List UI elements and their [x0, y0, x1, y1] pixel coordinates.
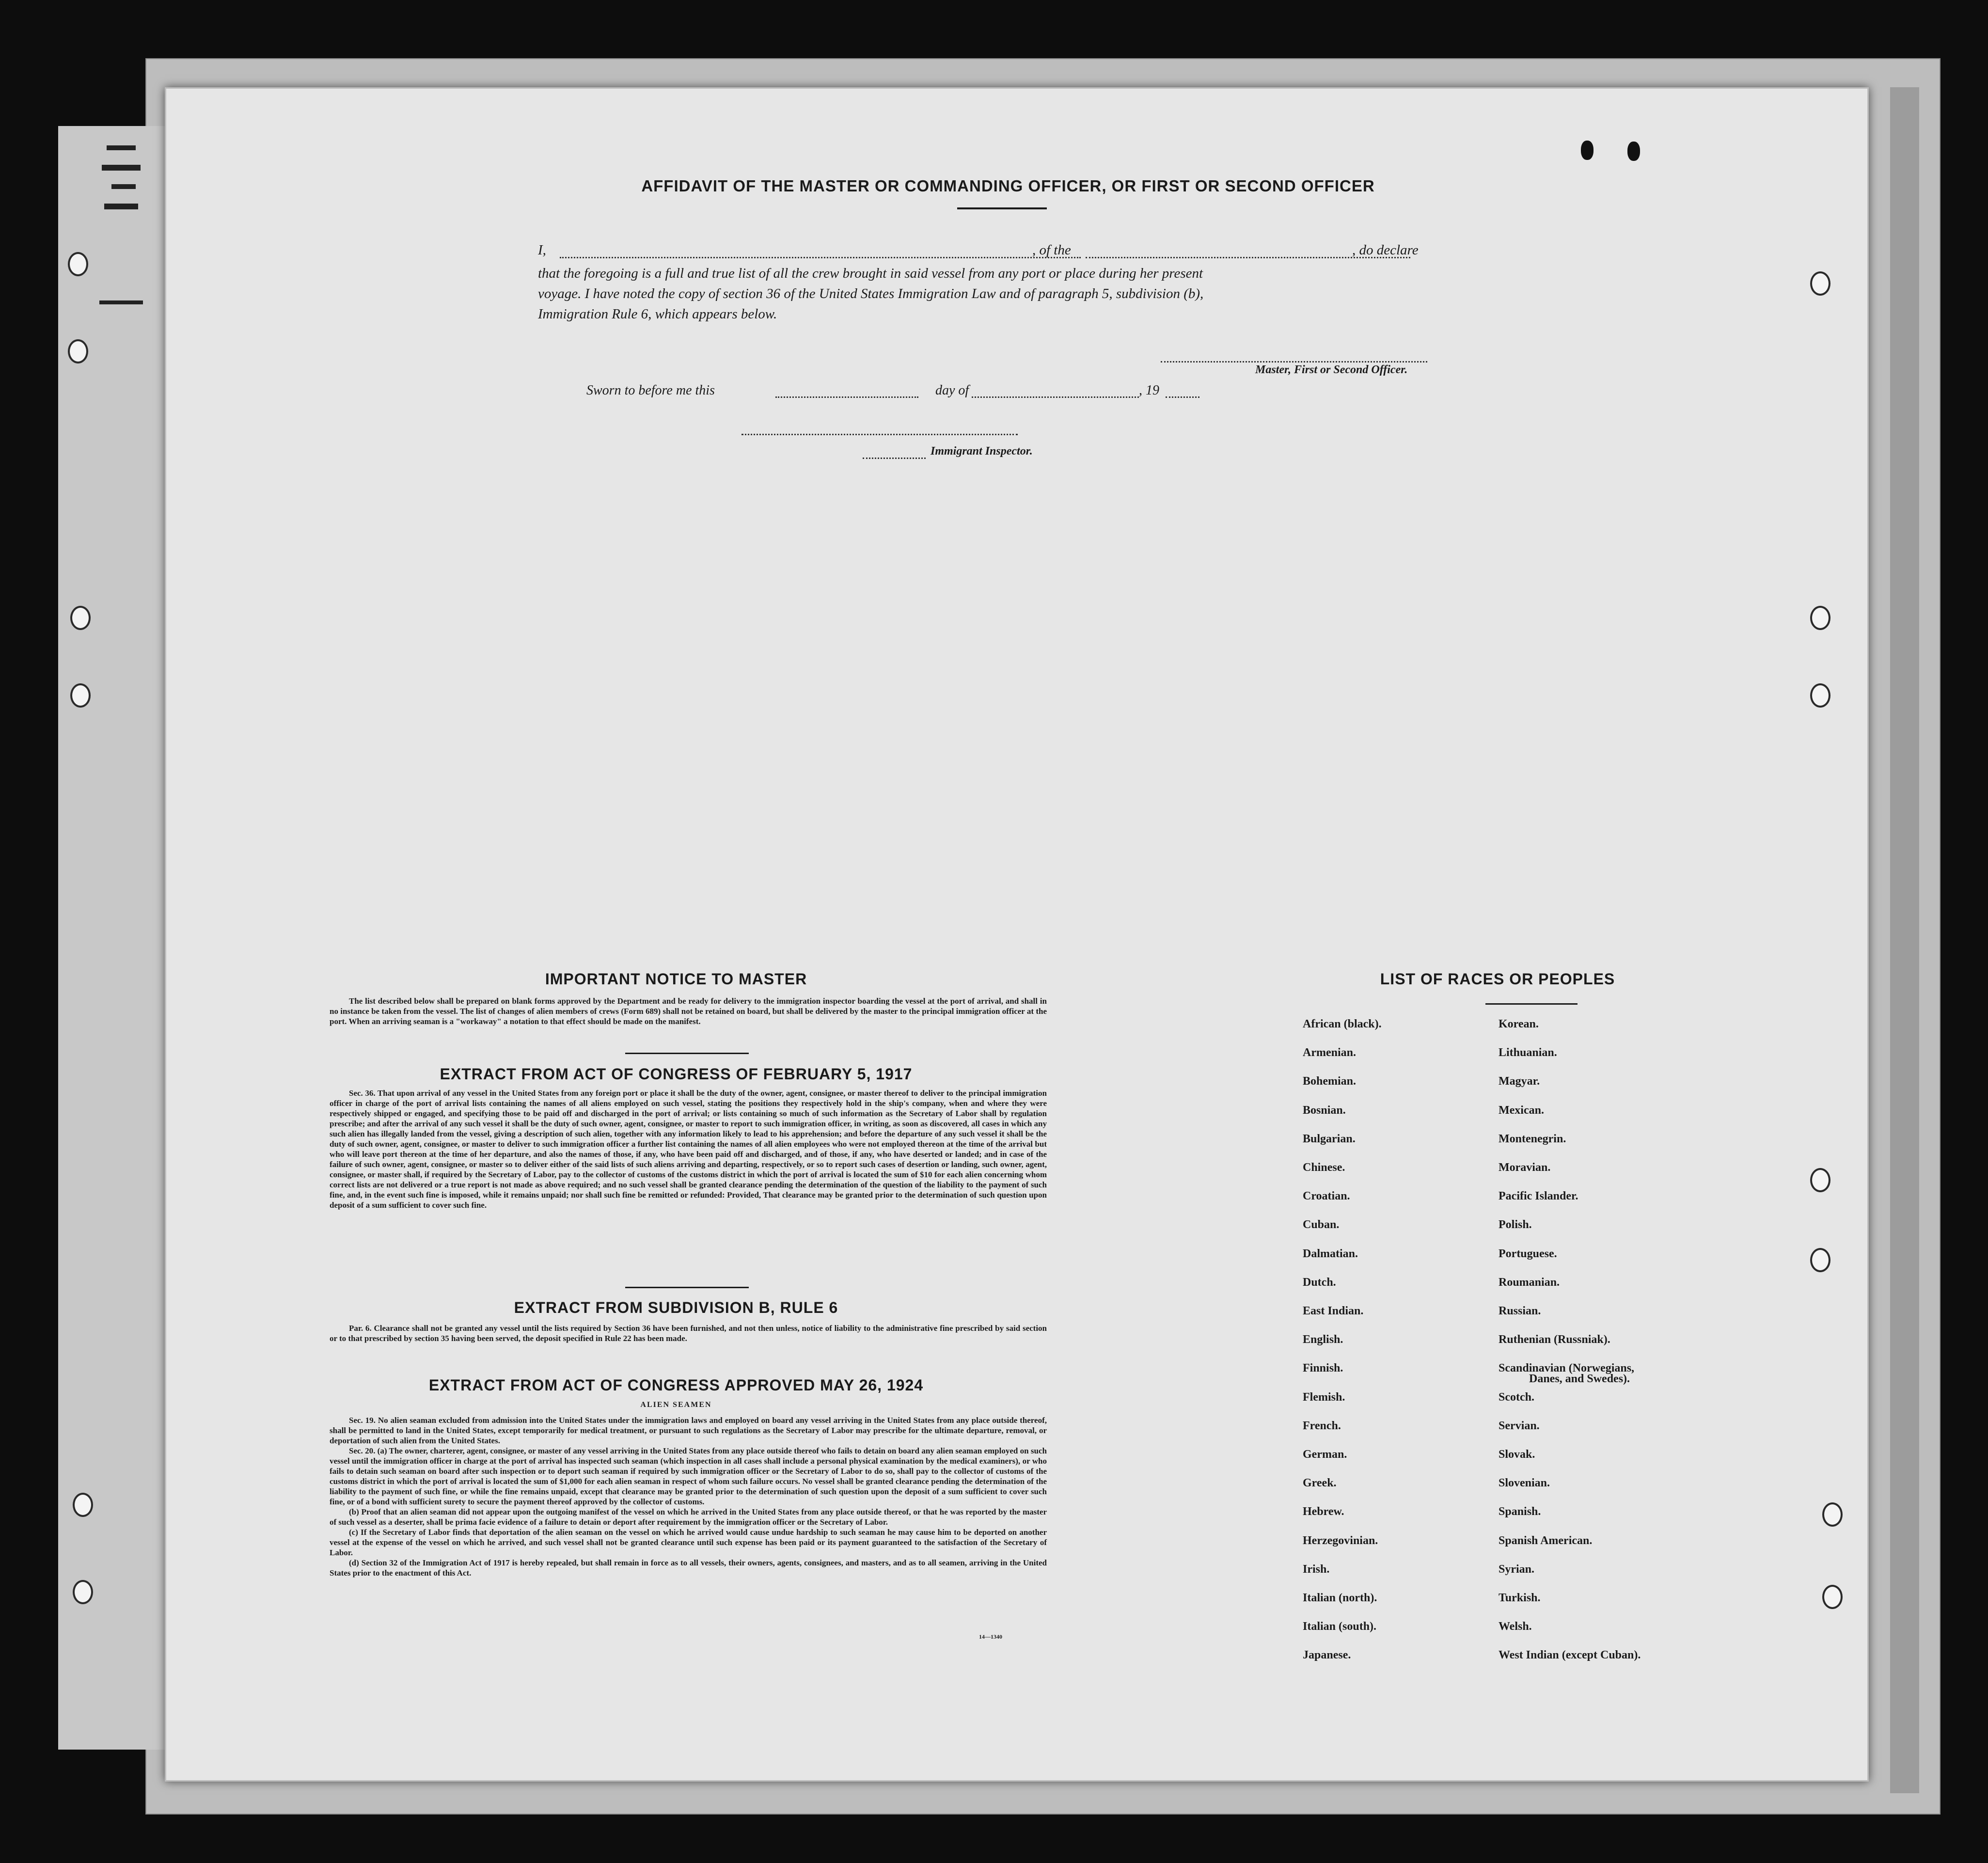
affidavit-of-the: , of the: [1032, 242, 1071, 258]
race-item: Spanish.: [1499, 1505, 1541, 1518]
race-item: Magyar.: [1499, 1075, 1540, 1088]
back-sheet-edge: [1890, 87, 1919, 1793]
sworn-start: Sworn to before me this: [586, 383, 715, 398]
binder-hole: [1810, 1168, 1830, 1192]
race-item: Finnish.: [1303, 1362, 1343, 1374]
notice-paragraph: The list described below shall be prepared on blank forms approved by the Department and be ready for delivery to the immigration inspector boarding the vessel at the port of arrival, and shall in no instance be taken from the vessel. The list of changes of alien members of crews (Form 689) shall not be retained on board, but shall be delivered by the master to the principal immigration officer at the port. When an arriving seaman is a "workaway" a notation to that effect should be made on the manifest.: [330, 996, 1047, 1026]
extract-1917-text: [330, 1088, 1047, 1210]
race-item: Dalmatian.: [1303, 1247, 1358, 1260]
race-item: English.: [1303, 1333, 1343, 1346]
rule-6-paragraph: Par. 6. Clearance shall not be granted any vessel until the lists required by Section 36 have been furnished, and not then unless, notice of liability to the administrative fine prescribed by said section or to that prescribed by section 35 having been served, the deposit specified in Rule 22 has been made.: [330, 1324, 1047, 1343]
affidavit-line-4: Immigration Rule 6, which appears below.: [538, 306, 777, 322]
races-rule: [1485, 1003, 1578, 1005]
extract-1924-title: EXTRACT FROM ACT OF CONGRESS APPROVED MAY 26, 1924: [428, 1376, 924, 1394]
sworn-month-blank: [972, 396, 1139, 398]
strip-mark: [104, 204, 138, 209]
race-item: Dutch.: [1303, 1276, 1336, 1289]
race-item: Mexican.: [1499, 1104, 1544, 1117]
race-item: Italian (south).: [1303, 1620, 1377, 1633]
binder-hole: [1810, 606, 1830, 630]
affidavit-line-3: voyage. I have noted the copy of section 36 of the United States Immigration Law and of paragraph 5, subdivision (b),: [538, 286, 1204, 301]
affidavit-line-1: [538, 242, 1473, 260]
race-item: Scandinavian (Norwegians,: [1499, 1362, 1635, 1374]
extract-1917-title: EXTRACT FROM ACT OF CONGRESS OF FEBRUARY 5, 1917: [440, 1065, 913, 1083]
race-item: Lithuanian.: [1499, 1046, 1557, 1059]
binder-hole: [1810, 683, 1830, 708]
race-item: Korean.: [1499, 1018, 1539, 1030]
inspector-caption: Immigrant Inspector.: [931, 445, 1033, 458]
sworn-year: , 19: [1139, 383, 1159, 398]
race-item: Chinese.: [1303, 1161, 1345, 1174]
race-item: Pacific Islander.: [1499, 1190, 1578, 1202]
title-rule: [957, 207, 1047, 209]
affidavit-line-2: that the foregoing is a full and true list of all the crew brought in said vessel from any port or place during her present: [538, 266, 1203, 281]
binder-hole: [1822, 1502, 1843, 1527]
sworn-year-blank: [1166, 396, 1199, 398]
rule-6-text: [330, 1323, 1047, 1343]
notice-text: [330, 996, 1047, 1026]
binder-hole: [1810, 1248, 1830, 1272]
race-item: Bohemian.: [1303, 1075, 1357, 1088]
section-rule: [625, 1053, 749, 1054]
race-item: Servian.: [1499, 1420, 1540, 1432]
race-item: French.: [1303, 1420, 1341, 1432]
race-item: Ruthenian (Russniak).: [1499, 1333, 1610, 1346]
binder-hole: [1822, 1585, 1843, 1609]
sworn-day-of: day of: [935, 383, 969, 398]
race-item: Italian (north).: [1303, 1592, 1377, 1604]
race-item: African (black).: [1303, 1018, 1382, 1030]
binder-hole: [1810, 271, 1830, 296]
sec-20c-paragraph: (c) If the Secretary of Labor finds that deportation of the alien seaman on the vessel on which he arrived would cause undue hardship to such seaman he may cause him to be deported on another vessel at the expense of the vessel on which he arrived, and such vessel shall not be granted clearance until such expense has been paid or its payment guaranteed to the satisfaction of the Secretary of Labor.: [330, 1528, 1047, 1557]
binder-hole: [68, 252, 88, 276]
sworn-line: [586, 383, 1216, 400]
race-item: Armenian.: [1303, 1046, 1356, 1059]
binder-hole: [68, 339, 88, 363]
inspector-short-line: [863, 458, 926, 459]
race-item: Cuban.: [1303, 1218, 1340, 1231]
affidavit-declare: , do declare: [1352, 242, 1419, 258]
alien-seamen-subtitle: ALIEN SEAMEN: [640, 1401, 712, 1409]
race-item: Moravian.: [1499, 1161, 1551, 1174]
affidavit-title: AFFIDAVIT OF THE MASTER OR COMMANDING OFFICER, OR FIRST OR SECOND OFFICER: [641, 177, 1375, 195]
races-title: LIST OF RACES OR PEOPLES: [1380, 970, 1615, 988]
strip-mark: [99, 300, 143, 304]
race-item: Russian.: [1499, 1305, 1541, 1317]
race-item: German.: [1303, 1448, 1347, 1461]
form-number: 14—1340: [979, 1633, 1002, 1640]
race-item: Portuguese.: [1499, 1247, 1557, 1260]
race-item: Flemish.: [1303, 1391, 1345, 1404]
race-item: Spanish American.: [1499, 1534, 1593, 1547]
sec-20a-paragraph: Sec. 20. (a) The owner, charterer, agent, consignee, or master of any vessel arriving in the United States from any place outside thereof who fails to detain on board any alien seaman employed on such vessel until the immigration officer in charge at the port of arrival has inspected such seaman (which inspection in all cases shall include a personal physical examination by the medical examiners), or who fails to detain such seaman on board after such inspection or to deport such seaman if required by such immigration officer or the Secretary of Labor to do so, shall pay to the collector of customs of the customs district in which the port of arrival is located the sum of $1,000 for each alien seaman in respect of whom such failure occurs. No vessel shall be granted clearance pending the determination of the liability to the payment of such fine, or while the fine remains unpaid, except that clearance may be granted prior to the determination of such question upon the deposit of a sum sufficient to cover such fine, or of a bond with sufficient surety to secure the payment thereof approved by the collector of customs.: [330, 1446, 1047, 1506]
race-item: Turkish.: [1499, 1592, 1541, 1604]
race-item: Polish.: [1499, 1218, 1532, 1231]
rule-6-title: EXTRACT FROM SUBDIVISION B, RULE 6: [514, 1299, 838, 1316]
punch-mark: [1627, 142, 1640, 161]
signature-caption: Master, First or Second Officer.: [1255, 363, 1408, 376]
strip-mark: [107, 145, 136, 150]
name-blank: [560, 257, 1081, 258]
race-item: Hebrew.: [1303, 1505, 1344, 1518]
binder-hole: [70, 606, 91, 630]
sec-19-paragraph: Sec. 19. No alien seaman excluded from admission into the United States under the immigration laws and employed on board any vessel arriving in the United States from any place outside thereof, shall be permitted to land in the United States, except temporarily for medical treatment, or pursuant to such regulations as the Secretary of Labor may prescribe for the ultimate departure, removal, or deportation of such alien from the United States.: [330, 1416, 1047, 1445]
race-item: Scotch.: [1499, 1391, 1534, 1404]
race-item: Welsh.: [1499, 1620, 1532, 1633]
strip-mark: [102, 165, 141, 171]
race-item: West Indian (except Cuban).: [1499, 1649, 1641, 1661]
race-item: Herzegovinian.: [1303, 1534, 1378, 1547]
race-item: Greek.: [1303, 1477, 1337, 1489]
binder-hole: [73, 1580, 93, 1604]
inspector-line: [742, 434, 1018, 435]
section-rule: [625, 1287, 749, 1288]
sworn-day-blank: [775, 396, 918, 398]
signature-line: [1161, 361, 1427, 363]
race-item-continuation: Danes, and Swedes).: [1529, 1373, 1630, 1385]
race-item: Croatian.: [1303, 1190, 1350, 1202]
sec-20b-paragraph: (b) Proof that an alien seaman did not appear upon the outgoing manifest of the vessel on which he arrived in the United States from any place outside thereof, or that he was reported by the master of such vessel as a deserter, shall be prima facie evidence of a failure to detain or deport after requirement by the immigration officer or the Secretary of Labor.: [330, 1507, 1047, 1527]
race-item: Bulgarian.: [1303, 1133, 1356, 1145]
binder-hole: [73, 1493, 93, 1517]
race-item: Irish.: [1303, 1563, 1330, 1576]
race-item: Montenegrin.: [1499, 1133, 1566, 1145]
notice-title: IMPORTANT NOTICE TO MASTER: [545, 970, 807, 988]
extract-1924-text: [330, 1415, 1047, 1578]
race-item: Slovenian.: [1499, 1477, 1550, 1489]
sec-20d-paragraph: (d) Section 32 of the Immigration Act of 1917 is hereby repealed, but shall remain in force as to all vessels, their owners, agents, consignees, and masters, and as to all seamen, arriving in the United States prior to the enactment of this Act.: [330, 1558, 1047, 1578]
affidavit-i: I,: [538, 242, 546, 258]
race-item: Bosnian.: [1303, 1104, 1346, 1117]
strip-mark: [111, 184, 136, 189]
race-item: Slovak.: [1499, 1448, 1535, 1461]
punch-mark: [1581, 141, 1594, 160]
race-item: Roumanian.: [1499, 1276, 1560, 1289]
race-item: Japanese.: [1303, 1649, 1351, 1661]
race-item: Syrian.: [1499, 1563, 1535, 1576]
section-36-paragraph: Sec. 36. That upon arrival of any vessel in the United States from any foreign port or place it shall be the duty of the owner, agent, consignee, or master thereof to deliver to the principal immigration officer in charge of the port of arrival lists containing the names of all aliens employed on such vessel, stating the positions they respectively hold in the ship's company, when and where they were respectively shipped or engaged, and specifying those to be paid off and discharged in the port of arrival; or lists containing so much of such information as the Secretary of Labor shall by regulation prescribe; and after the arrival of any such vessel it shall be the duty of such owner, agent, consignee, or master to report to such immigration officer, in writing, as soon as discovered, all cases in which any such alien has illegally landed from the vessel, giving a description of such alien, together with any information likely to lead to his apprehension; and before the departure of any such vessel it shall be the duty of such owner, agent, consignee, or master to deliver to such immigration officer a further list containing the names of all alien employees who were not employed thereon at the time of the arrival but who will leave port thereon at the time of her departure, and also the names of those, if any, who have been paid off and discharged, and of those, if any, who have deserted or landed; and in case of the failure of such owner, agent, consignee, or master so to deliver either of the said lists of such aliens arriving and departing, respectively, or so to report such cases of desertion or landing, such owner, agent, consignee, or master shall, if required by the Secretary of Labor, pay to the collector of customs of the customs district in which the port of arrival is located the sum of $10 for each alien concerning whom correct lists are not delivered or a true report is not made as above required; and no such vessel shall be granted clearance pending the determination of the question of the liability to the payment of such fine, and, in the event such fine is imposed, while it remains unpaid; nor shall such fine be remitted or refunded: Provided, That clearance may be granted prior to the determination of such question upon deposit of a sum sufficient to cover such fine.: [330, 1089, 1047, 1210]
binder-hole: [70, 683, 91, 708]
race-item: East Indian.: [1303, 1305, 1364, 1317]
